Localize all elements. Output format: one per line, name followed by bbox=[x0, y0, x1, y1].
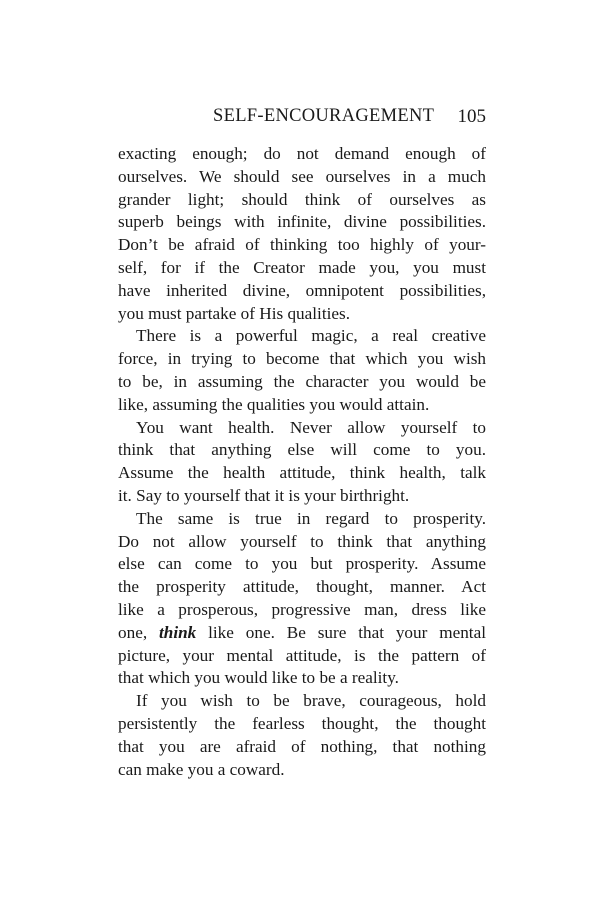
text-line: ourselves. We should see ourselves in a much bbox=[118, 166, 486, 186]
text-line: one, think like one. Be sure that your mental bbox=[118, 622, 486, 642]
text-line: There is a powerful magic, a real creative bbox=[136, 326, 486, 346]
text-line: The same is true in regard to prosperity. bbox=[136, 508, 486, 528]
text-line: grander light; should think of ourselves as bbox=[118, 189, 486, 209]
text-line: picture, your mental attitude, is the pattern of bbox=[118, 645, 486, 665]
text-line: force, in trying to become that which you wish bbox=[118, 349, 486, 369]
text-line: persistently the fearless thought, the thought bbox=[118, 713, 486, 733]
text-line: Don’t be afraid of thinking too highly of your- bbox=[118, 235, 486, 255]
page-header bbox=[118, 106, 486, 130]
paragraph bbox=[118, 325, 486, 416]
text-line: You want health. Never allow yourself to bbox=[136, 417, 486, 437]
text-line: like a prosperous, progressive man, dress like bbox=[118, 599, 486, 619]
paragraph bbox=[118, 143, 486, 325]
text-line: like, assuming the qualities you would attain. bbox=[118, 394, 430, 414]
text-line: the prosperity attitude, thought, manner. Act bbox=[118, 577, 486, 597]
text-line: can make you a coward. bbox=[118, 759, 285, 779]
text-line: to be, in assuming the character you would be bbox=[118, 371, 486, 391]
text-line: If you wish to be brave, courageous, hold bbox=[136, 691, 486, 711]
paragraph bbox=[118, 690, 486, 781]
text-line: Assume the health attitude, think health, talk bbox=[118, 463, 486, 483]
text-line: you must partake of His qualities. bbox=[118, 303, 350, 323]
text-line: exacting enough; do not demand enough of bbox=[118, 144, 486, 163]
text-line: have inherited divine, omnipotent possibilities, bbox=[118, 280, 486, 300]
text-line: that which you would like to be a reality. bbox=[118, 668, 399, 688]
text-line: think that anything else will come to you. bbox=[118, 440, 486, 460]
text-line: else can come to you but prosperity. Assume bbox=[118, 554, 486, 574]
page-number: 105 bbox=[457, 106, 486, 127]
body-text bbox=[118, 143, 486, 781]
running-title: SELF-ENCOURAGEMENT bbox=[213, 106, 435, 126]
paragraph bbox=[118, 417, 486, 508]
emphasis: think bbox=[158, 622, 197, 642]
text-line: it. Say to yourself that it is your birthright. bbox=[118, 485, 410, 505]
text-line: superb beings with infinite, divine possibilities. bbox=[118, 212, 486, 232]
text-line: Do not allow yourself to think that anything bbox=[118, 531, 486, 551]
paragraph bbox=[118, 508, 486, 690]
text-line: self, for if the Creator made you, you must bbox=[118, 257, 486, 277]
text-line: that you are afraid of nothing, that nothing bbox=[118, 736, 486, 756]
